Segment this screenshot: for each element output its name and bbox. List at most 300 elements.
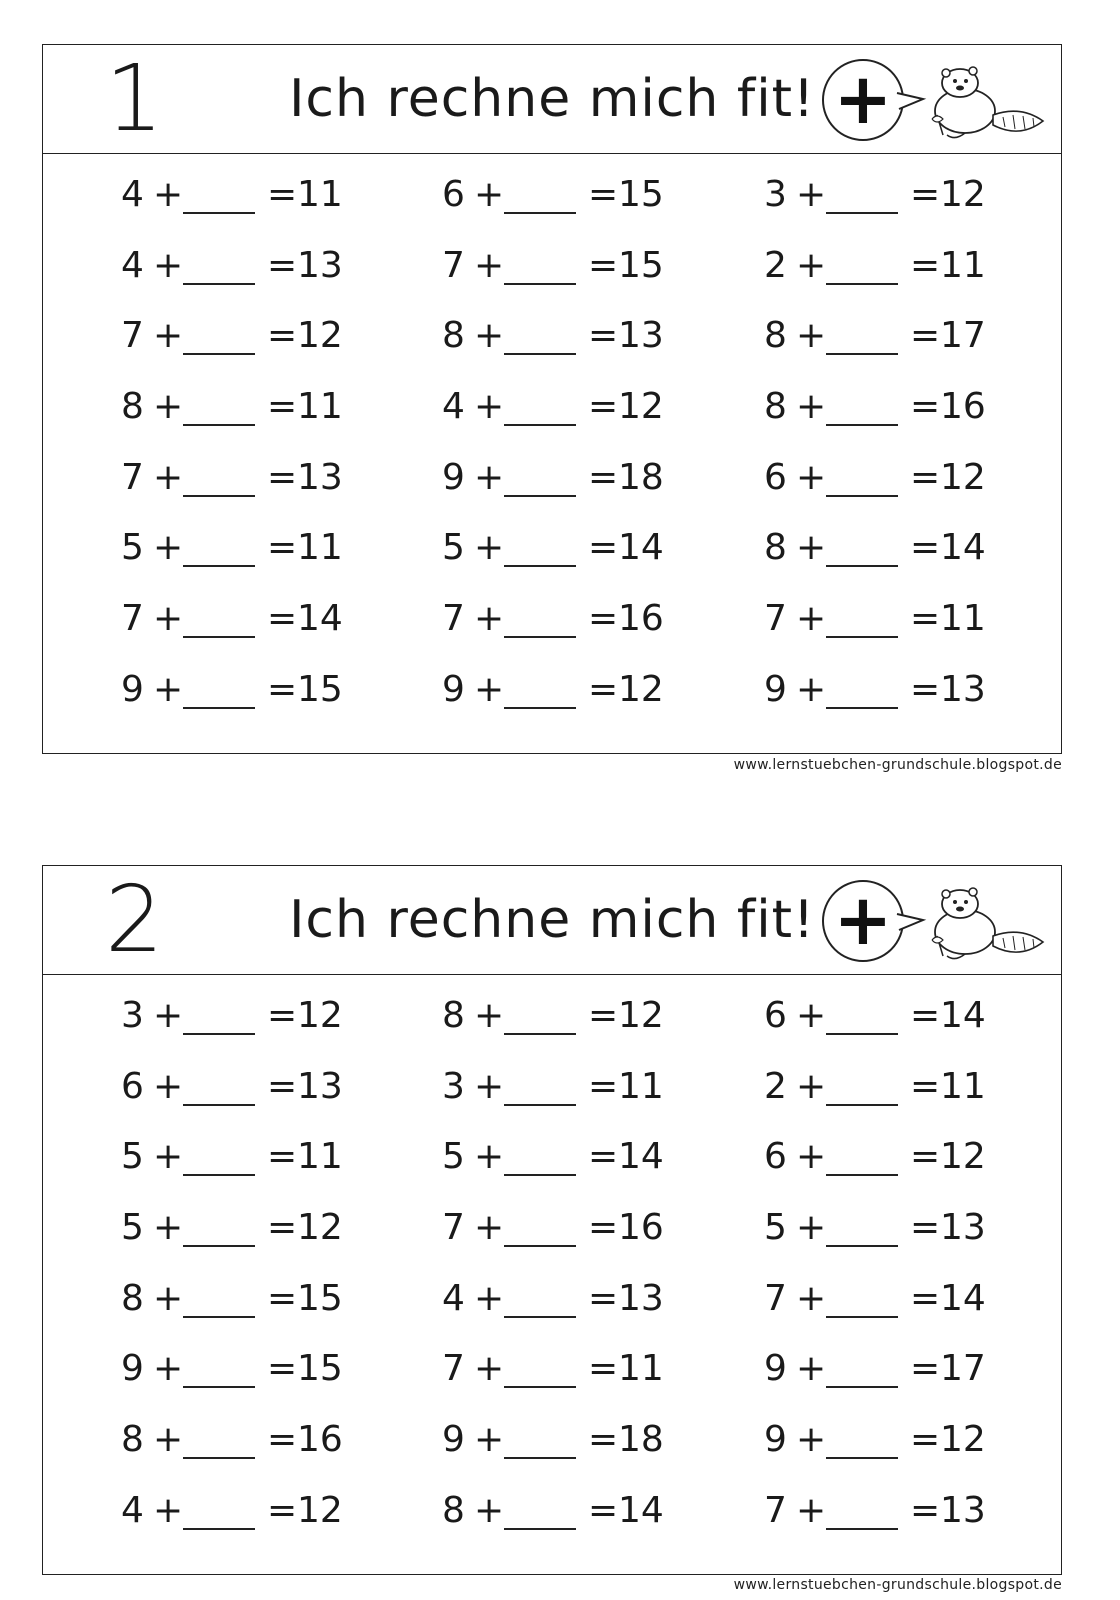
problem <box>764 660 994 720</box>
answer-blank[interactable] <box>826 1316 898 1318</box>
sum: 16 <box>618 598 664 640</box>
plus-sign: + <box>474 1065 505 1107</box>
problem-row <box>43 1410 1061 1481</box>
answer-blank[interactable] <box>826 495 898 497</box>
problem-row <box>43 165 1061 236</box>
problem <box>764 518 994 578</box>
problem <box>121 1481 351 1541</box>
problem <box>442 1057 672 1117</box>
problem-row <box>43 1127 1061 1198</box>
problem-row <box>43 589 1061 660</box>
plus-sign: + <box>153 1065 184 1107</box>
plus-sign: + <box>474 598 505 640</box>
problem-row <box>43 1269 1061 1340</box>
equals-sign: = <box>910 1207 941 1249</box>
plus-sign: + <box>474 315 505 357</box>
sum: 12 <box>618 386 664 428</box>
sum: 13 <box>940 1489 986 1531</box>
equals-sign: = <box>588 174 619 215</box>
addend: 6 <box>442 174 465 215</box>
problem <box>442 1127 672 1187</box>
problem <box>121 518 351 578</box>
sum: 13 <box>618 1277 664 1319</box>
plus-sign: + <box>796 995 827 1036</box>
problem <box>121 1198 351 1258</box>
answer-blank[interactable] <box>183 636 255 638</box>
answer-blank[interactable] <box>826 707 898 709</box>
problem <box>764 306 994 366</box>
problem <box>764 1127 994 1187</box>
addend: 5 <box>121 1207 144 1249</box>
answer-blank[interactable] <box>183 565 255 567</box>
problem <box>764 1339 994 1399</box>
addend: 5 <box>121 527 144 569</box>
equals-sign: = <box>910 598 941 640</box>
addend: 8 <box>764 315 787 357</box>
equals-sign: = <box>588 1277 619 1319</box>
plus-sign: + <box>153 174 184 215</box>
equals-sign: = <box>910 1419 941 1461</box>
card-title: Ich rechne mich fit! <box>289 890 815 950</box>
answer-blank[interactable] <box>826 283 898 285</box>
problem-row <box>43 1057 1061 1128</box>
problem-row <box>43 377 1061 448</box>
addend: 9 <box>764 1348 787 1390</box>
sum: 11 <box>940 598 986 640</box>
card-header <box>43 45 1061 154</box>
answer-blank[interactable] <box>504 1174 576 1176</box>
problem <box>121 660 351 720</box>
plus-sign: + <box>796 244 827 286</box>
answer-blank[interactable] <box>183 1316 255 1318</box>
sum: 12 <box>940 456 986 498</box>
problem <box>121 1339 351 1399</box>
sum: 13 <box>940 668 986 710</box>
problem-row <box>43 518 1061 589</box>
equals-sign: = <box>267 1207 298 1249</box>
plus-sign: + <box>796 598 827 640</box>
sum: 13 <box>618 315 664 357</box>
sum: 12 <box>297 995 343 1036</box>
plus-symbol: + <box>833 58 893 140</box>
problem <box>764 986 994 1046</box>
problem <box>442 1269 672 1329</box>
equals-sign: = <box>910 1136 941 1178</box>
problem <box>121 986 351 1046</box>
problem <box>121 236 351 296</box>
equals-sign: = <box>910 668 941 710</box>
problem <box>764 1481 994 1541</box>
equals-sign: = <box>267 244 298 286</box>
problem <box>764 236 994 296</box>
answer-blank[interactable] <box>504 1457 576 1459</box>
addend: 8 <box>764 386 787 428</box>
answer-blank[interactable] <box>826 565 898 567</box>
answer-blank[interactable] <box>826 1033 898 1035</box>
addend: 7 <box>121 315 144 357</box>
addend: 7 <box>442 1207 465 1249</box>
addend: 3 <box>442 1065 465 1107</box>
plus-sign: + <box>474 668 505 710</box>
addend: 7 <box>442 244 465 286</box>
equals-sign: = <box>910 1489 941 1531</box>
addend: 4 <box>442 1277 465 1319</box>
plus-sign: + <box>153 315 184 357</box>
problem-row <box>43 986 1061 1057</box>
plus-sign: + <box>153 1419 184 1461</box>
addend: 4 <box>121 244 144 286</box>
addend: 7 <box>442 1348 465 1390</box>
problem <box>442 589 672 649</box>
plus-sign: + <box>474 995 505 1036</box>
equals-sign: = <box>910 174 941 215</box>
addend: 9 <box>442 1419 465 1461</box>
plus-sign: + <box>153 386 184 428</box>
equals-sign: = <box>588 386 619 428</box>
answer-blank[interactable] <box>826 1245 898 1247</box>
plus-sign: + <box>474 1348 505 1390</box>
plus-sign: + <box>153 456 184 498</box>
plus-sign: + <box>474 1136 505 1178</box>
plus-sign: + <box>474 1207 505 1249</box>
answer-blank[interactable] <box>826 636 898 638</box>
sum: 11 <box>297 386 343 428</box>
plus-sign: + <box>796 1348 827 1390</box>
problem <box>442 1481 672 1541</box>
addend: 3 <box>121 995 144 1036</box>
problem <box>442 1410 672 1470</box>
answer-blank[interactable] <box>183 424 255 426</box>
plus-sign: + <box>474 527 505 569</box>
sum: 15 <box>618 244 664 286</box>
addend: 9 <box>442 668 465 710</box>
plus-sign: + <box>796 1277 827 1319</box>
problem <box>764 377 994 437</box>
problem <box>764 589 994 649</box>
equals-sign: = <box>910 456 941 498</box>
equals-sign: = <box>588 1207 619 1249</box>
sum: 16 <box>297 1419 343 1461</box>
sum: 14 <box>940 1277 986 1319</box>
plus-sign: + <box>796 1489 827 1531</box>
sum: 13 <box>297 456 343 498</box>
sum: 14 <box>297 598 343 640</box>
equals-sign: = <box>267 386 298 428</box>
equals-sign: = <box>267 1348 298 1390</box>
answer-blank[interactable] <box>504 1245 576 1247</box>
equals-sign: = <box>910 1348 941 1390</box>
addend: 4 <box>442 386 465 428</box>
card-header <box>43 866 1061 975</box>
problem <box>442 306 672 366</box>
sum: 11 <box>297 1136 343 1178</box>
problem-row <box>43 306 1061 377</box>
problem <box>121 306 351 366</box>
answer-blank[interactable] <box>183 1174 255 1176</box>
equals-sign: = <box>588 456 619 498</box>
answer-blank[interactable] <box>183 1457 255 1459</box>
problem-row <box>43 660 1061 731</box>
plus-sign: + <box>153 1489 184 1531</box>
sum: 15 <box>297 668 343 710</box>
sum: 11 <box>618 1065 664 1107</box>
addend: 4 <box>121 1489 144 1531</box>
addend: 6 <box>764 995 787 1036</box>
answer-blank[interactable] <box>826 1104 898 1106</box>
plus-sign: + <box>796 386 827 428</box>
answer-blank[interactable] <box>826 1386 898 1388</box>
plus-sign: + <box>153 1136 184 1178</box>
card-number: 2 <box>105 866 164 973</box>
sum: 16 <box>618 1207 664 1249</box>
addend: 9 <box>121 668 144 710</box>
sum: 11 <box>940 244 986 286</box>
sum: 12 <box>618 995 664 1036</box>
sum: 14 <box>618 1136 664 1178</box>
footer-url: www.lernstuebchen-grundschule.blogspot.de <box>733 1577 1062 1593</box>
answer-blank[interactable] <box>826 353 898 355</box>
sum: 15 <box>297 1348 343 1390</box>
equals-sign: = <box>588 668 619 710</box>
sum: 11 <box>618 1348 664 1390</box>
plus-sign: + <box>474 1489 505 1531</box>
addend: 7 <box>764 598 787 640</box>
plus-sign: + <box>796 527 827 569</box>
addend: 9 <box>764 1419 787 1461</box>
plus-sign: + <box>474 386 505 428</box>
plus-sign: + <box>153 244 184 286</box>
sum: 16 <box>940 386 986 428</box>
problem <box>442 236 672 296</box>
problem <box>121 165 351 225</box>
problem <box>442 165 672 225</box>
answer-blank[interactable] <box>183 212 255 214</box>
addend: 5 <box>121 1136 144 1178</box>
addend: 5 <box>442 1136 465 1178</box>
sum: 13 <box>297 244 343 286</box>
card-number: 1 <box>105 45 164 152</box>
sum: 17 <box>940 1348 986 1390</box>
problem <box>121 1057 351 1117</box>
answer-blank[interactable] <box>183 1033 255 1035</box>
equals-sign: = <box>588 1489 619 1531</box>
sum: 12 <box>618 668 664 710</box>
addend: 9 <box>121 1348 144 1390</box>
answer-blank[interactable] <box>504 283 576 285</box>
equals-sign: = <box>267 1136 298 1178</box>
answer-blank[interactable] <box>183 1528 255 1530</box>
answer-blank[interactable] <box>183 1104 255 1106</box>
plus-sign: + <box>796 668 827 710</box>
problem-grid <box>43 165 1061 731</box>
plus-sign: + <box>796 1419 827 1461</box>
answer-blank[interactable] <box>504 212 576 214</box>
problem <box>764 1198 994 1258</box>
sum: 12 <box>297 1207 343 1249</box>
addend: 6 <box>764 456 787 498</box>
sum: 12 <box>940 1136 986 1178</box>
addend: 7 <box>121 598 144 640</box>
answer-blank[interactable] <box>183 495 255 497</box>
answer-blank[interactable] <box>504 1528 576 1530</box>
equals-sign: = <box>588 244 619 286</box>
answer-blank[interactable] <box>504 424 576 426</box>
equals-sign: = <box>588 1136 619 1178</box>
plus-sign: + <box>474 1277 505 1319</box>
equals-sign: = <box>267 598 298 640</box>
plus-sign: + <box>474 456 505 498</box>
problem <box>442 1198 672 1258</box>
equals-sign: = <box>588 1065 619 1107</box>
problem-row <box>43 1481 1061 1552</box>
problem-row <box>43 1198 1061 1269</box>
sum: 18 <box>618 1419 664 1461</box>
plus-sign: + <box>153 1348 184 1390</box>
addend: 5 <box>442 527 465 569</box>
addend: 8 <box>442 1489 465 1531</box>
beaver-icon <box>815 53 1055 147</box>
problem <box>121 1269 351 1329</box>
addend: 8 <box>121 1419 144 1461</box>
sum: 11 <box>297 174 343 215</box>
answer-blank[interactable] <box>504 1104 576 1106</box>
addend: 8 <box>442 995 465 1036</box>
equals-sign: = <box>267 456 298 498</box>
answer-blank[interactable] <box>826 212 898 214</box>
addend: 2 <box>764 244 787 286</box>
equals-sign: = <box>267 174 298 215</box>
plus-sign: + <box>474 174 505 215</box>
problem <box>442 1339 672 1399</box>
addend: 7 <box>121 456 144 498</box>
answer-blank[interactable] <box>504 1386 576 1388</box>
answer-blank[interactable] <box>183 1245 255 1247</box>
answer-blank[interactable] <box>826 424 898 426</box>
equals-sign: = <box>267 1419 298 1461</box>
sum: 12 <box>297 1489 343 1531</box>
plus-sign: + <box>474 244 505 286</box>
answer-blank[interactable] <box>504 707 576 709</box>
addend: 9 <box>764 668 787 710</box>
addend: 7 <box>442 598 465 640</box>
answer-blank[interactable] <box>504 565 576 567</box>
equals-sign: = <box>910 995 941 1036</box>
plus-symbol: + <box>833 879 893 961</box>
answer-blank[interactable] <box>183 283 255 285</box>
plus-sign: + <box>796 1065 827 1107</box>
problem-row <box>43 236 1061 307</box>
plus-sign: + <box>153 995 184 1036</box>
answer-blank[interactable] <box>504 636 576 638</box>
problem <box>121 1127 351 1187</box>
equals-sign: = <box>910 244 941 286</box>
answer-blank[interactable] <box>504 1033 576 1035</box>
plus-sign: + <box>796 1136 827 1178</box>
plus-sign: + <box>796 456 827 498</box>
problem <box>764 1410 994 1470</box>
problem <box>764 1269 994 1329</box>
beaver-icon <box>815 874 1055 968</box>
sum: 14 <box>618 527 664 569</box>
addend: 6 <box>121 1065 144 1107</box>
sum: 12 <box>297 315 343 357</box>
addend: 5 <box>764 1207 787 1249</box>
addend: 7 <box>764 1489 787 1531</box>
answer-blank[interactable] <box>504 353 576 355</box>
problem <box>121 589 351 649</box>
equals-sign: = <box>267 1277 298 1319</box>
equals-sign: = <box>910 1277 941 1319</box>
card-title: Ich rechne mich fit! <box>289 69 815 129</box>
plus-sign: + <box>474 1419 505 1461</box>
equals-sign: = <box>588 995 619 1036</box>
equals-sign: = <box>588 1419 619 1461</box>
plus-sign: + <box>796 174 827 215</box>
addend: 7 <box>764 1277 787 1319</box>
answer-blank[interactable] <box>826 1174 898 1176</box>
answer-blank[interactable] <box>826 1528 898 1530</box>
addend: 8 <box>442 315 465 357</box>
sum: 11 <box>940 1065 986 1107</box>
answer-blank[interactable] <box>504 495 576 497</box>
equals-sign: = <box>267 1489 298 1531</box>
problem <box>442 518 672 578</box>
equals-sign: = <box>910 386 941 428</box>
addend: 6 <box>764 1136 787 1178</box>
answer-blank[interactable] <box>504 1316 576 1318</box>
worksheet-card-2 <box>42 865 1062 1575</box>
problem-row <box>43 448 1061 519</box>
equals-sign: = <box>267 995 298 1036</box>
equals-sign: = <box>588 1348 619 1390</box>
problem <box>442 660 672 720</box>
footer-url: www.lernstuebchen-grundschule.blogspot.de <box>733 757 1062 773</box>
plus-sign: + <box>796 315 827 357</box>
sum: 15 <box>297 1277 343 1319</box>
equals-sign: = <box>910 315 941 357</box>
equals-sign: = <box>910 1065 941 1107</box>
equals-sign: = <box>267 527 298 569</box>
problem <box>121 448 351 508</box>
problem <box>764 448 994 508</box>
addend: 8 <box>121 386 144 428</box>
problem-grid <box>43 986 1061 1552</box>
problem <box>764 165 994 225</box>
equals-sign: = <box>588 527 619 569</box>
addend: 2 <box>764 1065 787 1107</box>
addend: 3 <box>764 174 787 215</box>
sum: 17 <box>940 315 986 357</box>
answer-blank[interactable] <box>183 1386 255 1388</box>
answer-blank[interactable] <box>183 353 255 355</box>
plus-sign: + <box>153 598 184 640</box>
equals-sign: = <box>267 315 298 357</box>
sum: 11 <box>297 527 343 569</box>
problem <box>442 377 672 437</box>
plus-sign: + <box>796 1207 827 1249</box>
answer-blank[interactable] <box>826 1457 898 1459</box>
addend: 8 <box>764 527 787 569</box>
worksheet-card-1 <box>42 44 1062 754</box>
answer-blank[interactable] <box>183 707 255 709</box>
problem <box>764 1057 994 1117</box>
addend: 4 <box>121 174 144 215</box>
sum: 18 <box>618 456 664 498</box>
equals-sign: = <box>267 1065 298 1107</box>
sum: 14 <box>940 527 986 569</box>
equals-sign: = <box>267 668 298 710</box>
problem-row <box>43 1339 1061 1410</box>
